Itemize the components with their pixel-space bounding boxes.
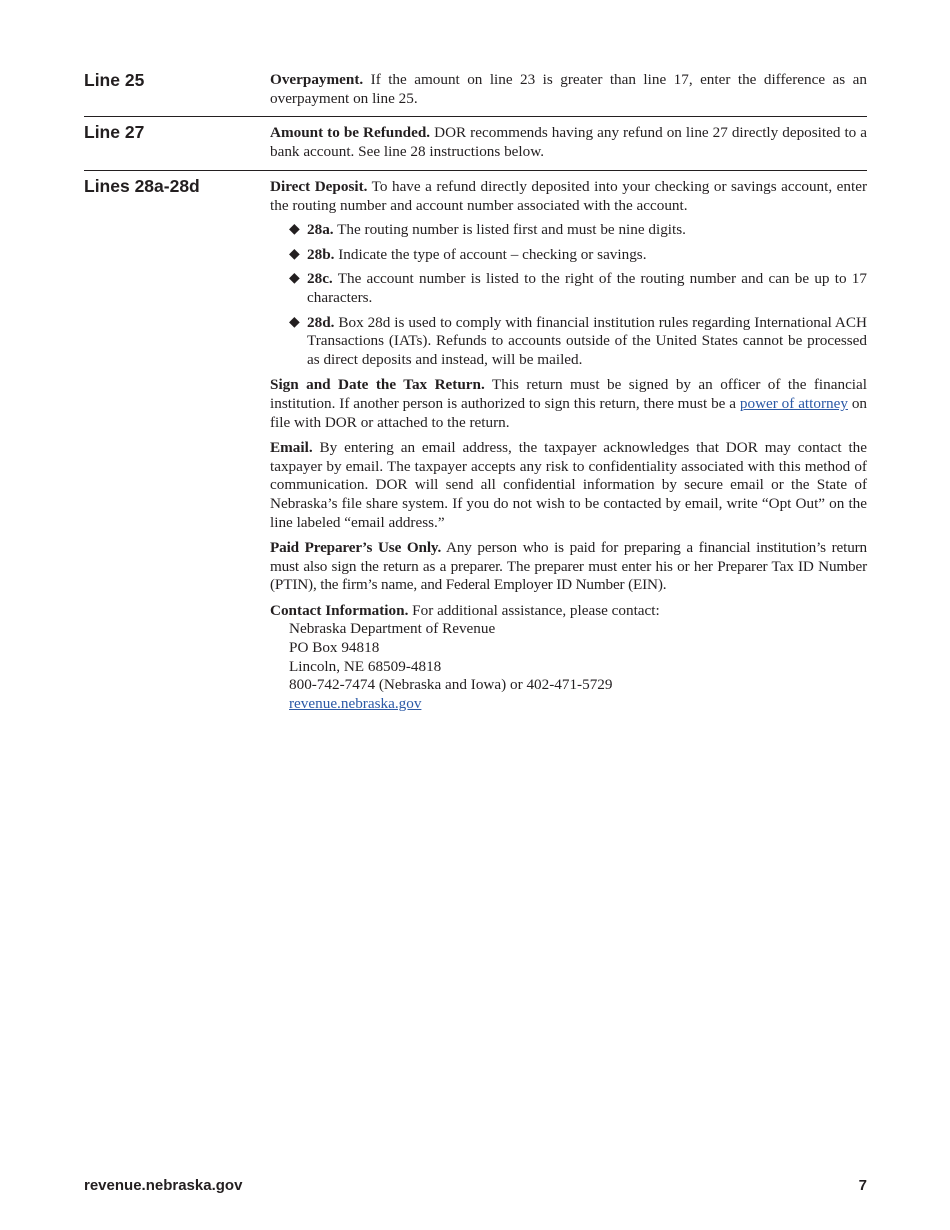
direct-deposit-bullet-list — [270, 221, 867, 369]
line-27-body — [270, 124, 867, 161]
contact-paragraph — [270, 602, 867, 621]
line-25-body — [270, 71, 867, 108]
line-28-body — [270, 178, 867, 713]
direct-deposit-paragraph — [270, 178, 867, 215]
line-27-label: Line 27 — [84, 122, 145, 142]
bullet-text: The routing number is listed first and must be nine digits. — [333, 221, 686, 239]
direct-deposit-heading: Direct Deposit. — [270, 178, 368, 195]
email-heading: Email. — [270, 439, 313, 457]
contact-text: For additional assistance, please contact: — [408, 601, 660, 619]
divider-line-25 — [84, 116, 867, 117]
list-item — [270, 314, 867, 370]
phone-line: 800-742-7474 (Nebraska and Iowa) or 402-471-5729 — [289, 676, 613, 694]
diamond-bullet-icon: ◆ — [289, 271, 300, 287]
line-28-label: Lines 28a-28d — [84, 176, 200, 196]
email-text: By entering an email address, the taxpayer acknowledges that DOR may contact the taxpayer by email. The taxpayer accepts any risk to confidentiality associated with this method of communication. DOR will send all confidential information by secure email or the State of Nebraska’s file share system. If you do not wish to be contacted by email, write “Opt Out” on the line labeled “email address.” — [270, 439, 867, 531]
line-27-text: DOR recommends having any refund on line 27 directly deposited to a bank account. See line 28 instructions below. — [270, 124, 867, 160]
power-of-attorney-link[interactable]: power of attorney — [739, 394, 848, 412]
list-item — [270, 246, 867, 265]
diamond-bullet-icon: ◆ — [289, 246, 300, 262]
diamond-bullet-icon: ◆ — [289, 314, 300, 330]
divider-line-27 — [84, 170, 867, 171]
contact-heading: Contact Information. — [270, 601, 409, 619]
address-line: Nebraska Department of Revenue — [289, 620, 496, 638]
preparer-heading: Paid Preparer’s Use Only. — [270, 539, 442, 557]
preparer-paragraph — [270, 539, 867, 595]
diamond-bullet-icon: ◆ — [289, 222, 300, 238]
contact-address — [289, 620, 867, 713]
line-25-heading: Overpayment. — [270, 71, 364, 88]
footer-website: revenue.nebraska.gov — [84, 1177, 243, 1194]
preparer-text: Any person who is paid for preparing a financial institution’s return must also sign the return as a preparer. The preparer must enter his or her Preparer Tax ID Number (PTIN), the firm’s name, and Federal Employer ID Number (EIN). — [270, 539, 867, 594]
sign-text-before: This return must be signed by an officer of the financial institution. If another person is authorized to sign this return, there must be a — [270, 376, 867, 412]
direct-deposit-text: To have a refund directly deposited into your checking or savings account, enter the routing number and account number associated with the account. — [270, 178, 867, 214]
line-25-text: If the amount on line 23 is greater than line 17, enter the difference as an overpayment on line 25. — [270, 71, 867, 107]
bullet-label: 28d. — [307, 313, 335, 331]
email-paragraph — [270, 439, 867, 532]
address-line: PO Box 94818 — [289, 639, 380, 657]
bullet-text: The account number is listed to the right of the routing number and can be up to 17 characters. — [307, 270, 867, 306]
bullet-label: 28b. — [307, 245, 335, 263]
address-line: Lincoln, NE 68509-4818 — [289, 657, 442, 675]
page-number: 7 — [858, 1177, 867, 1194]
sign-text-after: on file with DOR or attached to the return. — [270, 394, 868, 431]
bullet-text: Indicate the type of account – checking or savings. — [334, 245, 647, 263]
website-link[interactable]: revenue.nebraska.gov — [289, 694, 422, 712]
line-25-label: Line 25 — [84, 70, 145, 90]
sign-paragraph — [270, 376, 867, 432]
sign-heading: Sign and Date the Tax Return. — [270, 376, 485, 394]
bullet-label: 28a. — [307, 221, 334, 239]
bullet-text: Box 28d is used to comply with financial institution rules regarding International ACH Transactions (IATs). Refunds to accounts outside of the United States cannot be processed as direct deposits and instead, will be mailed. — [307, 313, 867, 368]
line-27-heading: Amount to be Refunded. — [270, 124, 431, 141]
list-item — [270, 270, 867, 307]
bullet-label: 28c. — [307, 270, 333, 288]
list-item — [270, 221, 867, 240]
